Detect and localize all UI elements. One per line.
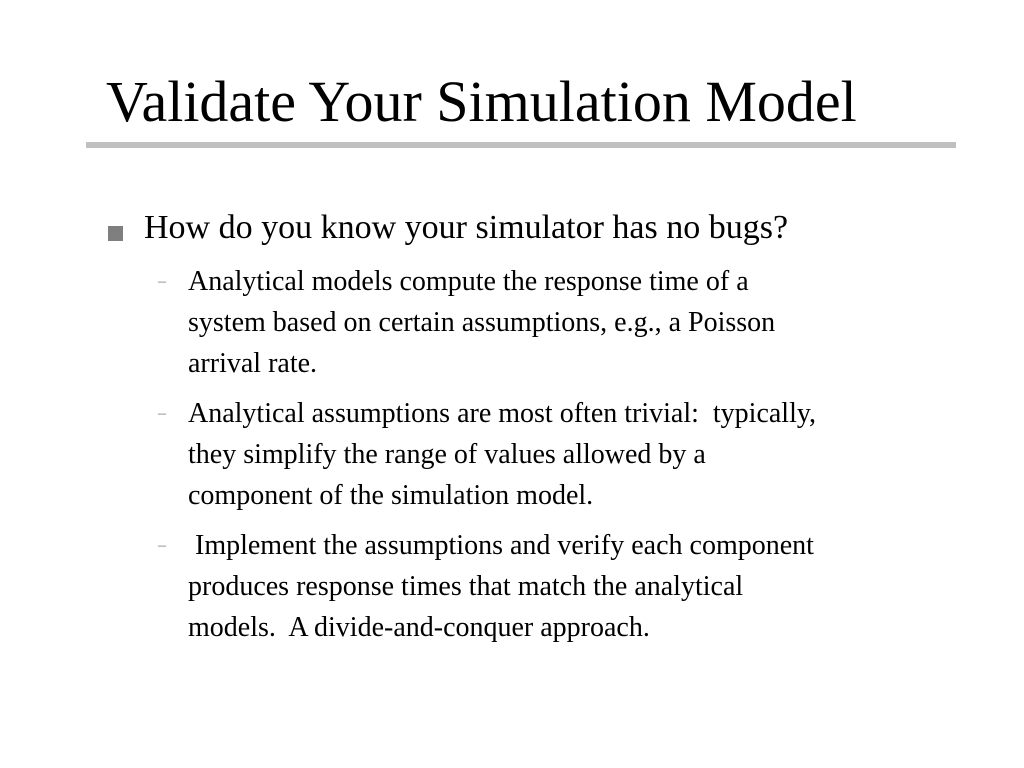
sub-bullet-line: arrival rate. <box>188 348 318 379</box>
slide-title: Validate Your Simulation Model <box>106 69 857 134</box>
sub-bullet-line: system based on certain assumptions, e.g., a Poisson <box>188 307 776 338</box>
sub-bullet-line: Implement the assumptions and verify each component <box>188 530 814 561</box>
sub-bullet-line: Analytical models compute the response time of a <box>188 266 749 297</box>
sub-bullet-item <box>150 525 980 648</box>
sub-bullet-line: component of the simulation model. <box>188 480 594 511</box>
dash-bullet-icon: – <box>158 405 166 422</box>
sub-bullet-list <box>150 261 980 657</box>
dash-bullet-icon: – <box>158 537 166 554</box>
dash-bullet-icon: – <box>158 273 166 290</box>
sub-bullet-line: models. A divide-and-conquer approach. <box>188 612 650 643</box>
bullet-text: How do you know your simulator has no bugs? <box>144 209 789 246</box>
sub-bullet-line: they simplify the range of values allowed by a <box>188 439 706 470</box>
square-bullet-icon <box>108 226 123 241</box>
sub-bullet-item <box>150 393 980 516</box>
sub-bullet-line: produces response times that match the analytical <box>188 571 744 602</box>
title-divider <box>86 142 956 148</box>
sub-bullet-item <box>150 261 980 384</box>
sub-bullet-line: Analytical assumptions are most often trivial: typically, <box>188 398 817 429</box>
